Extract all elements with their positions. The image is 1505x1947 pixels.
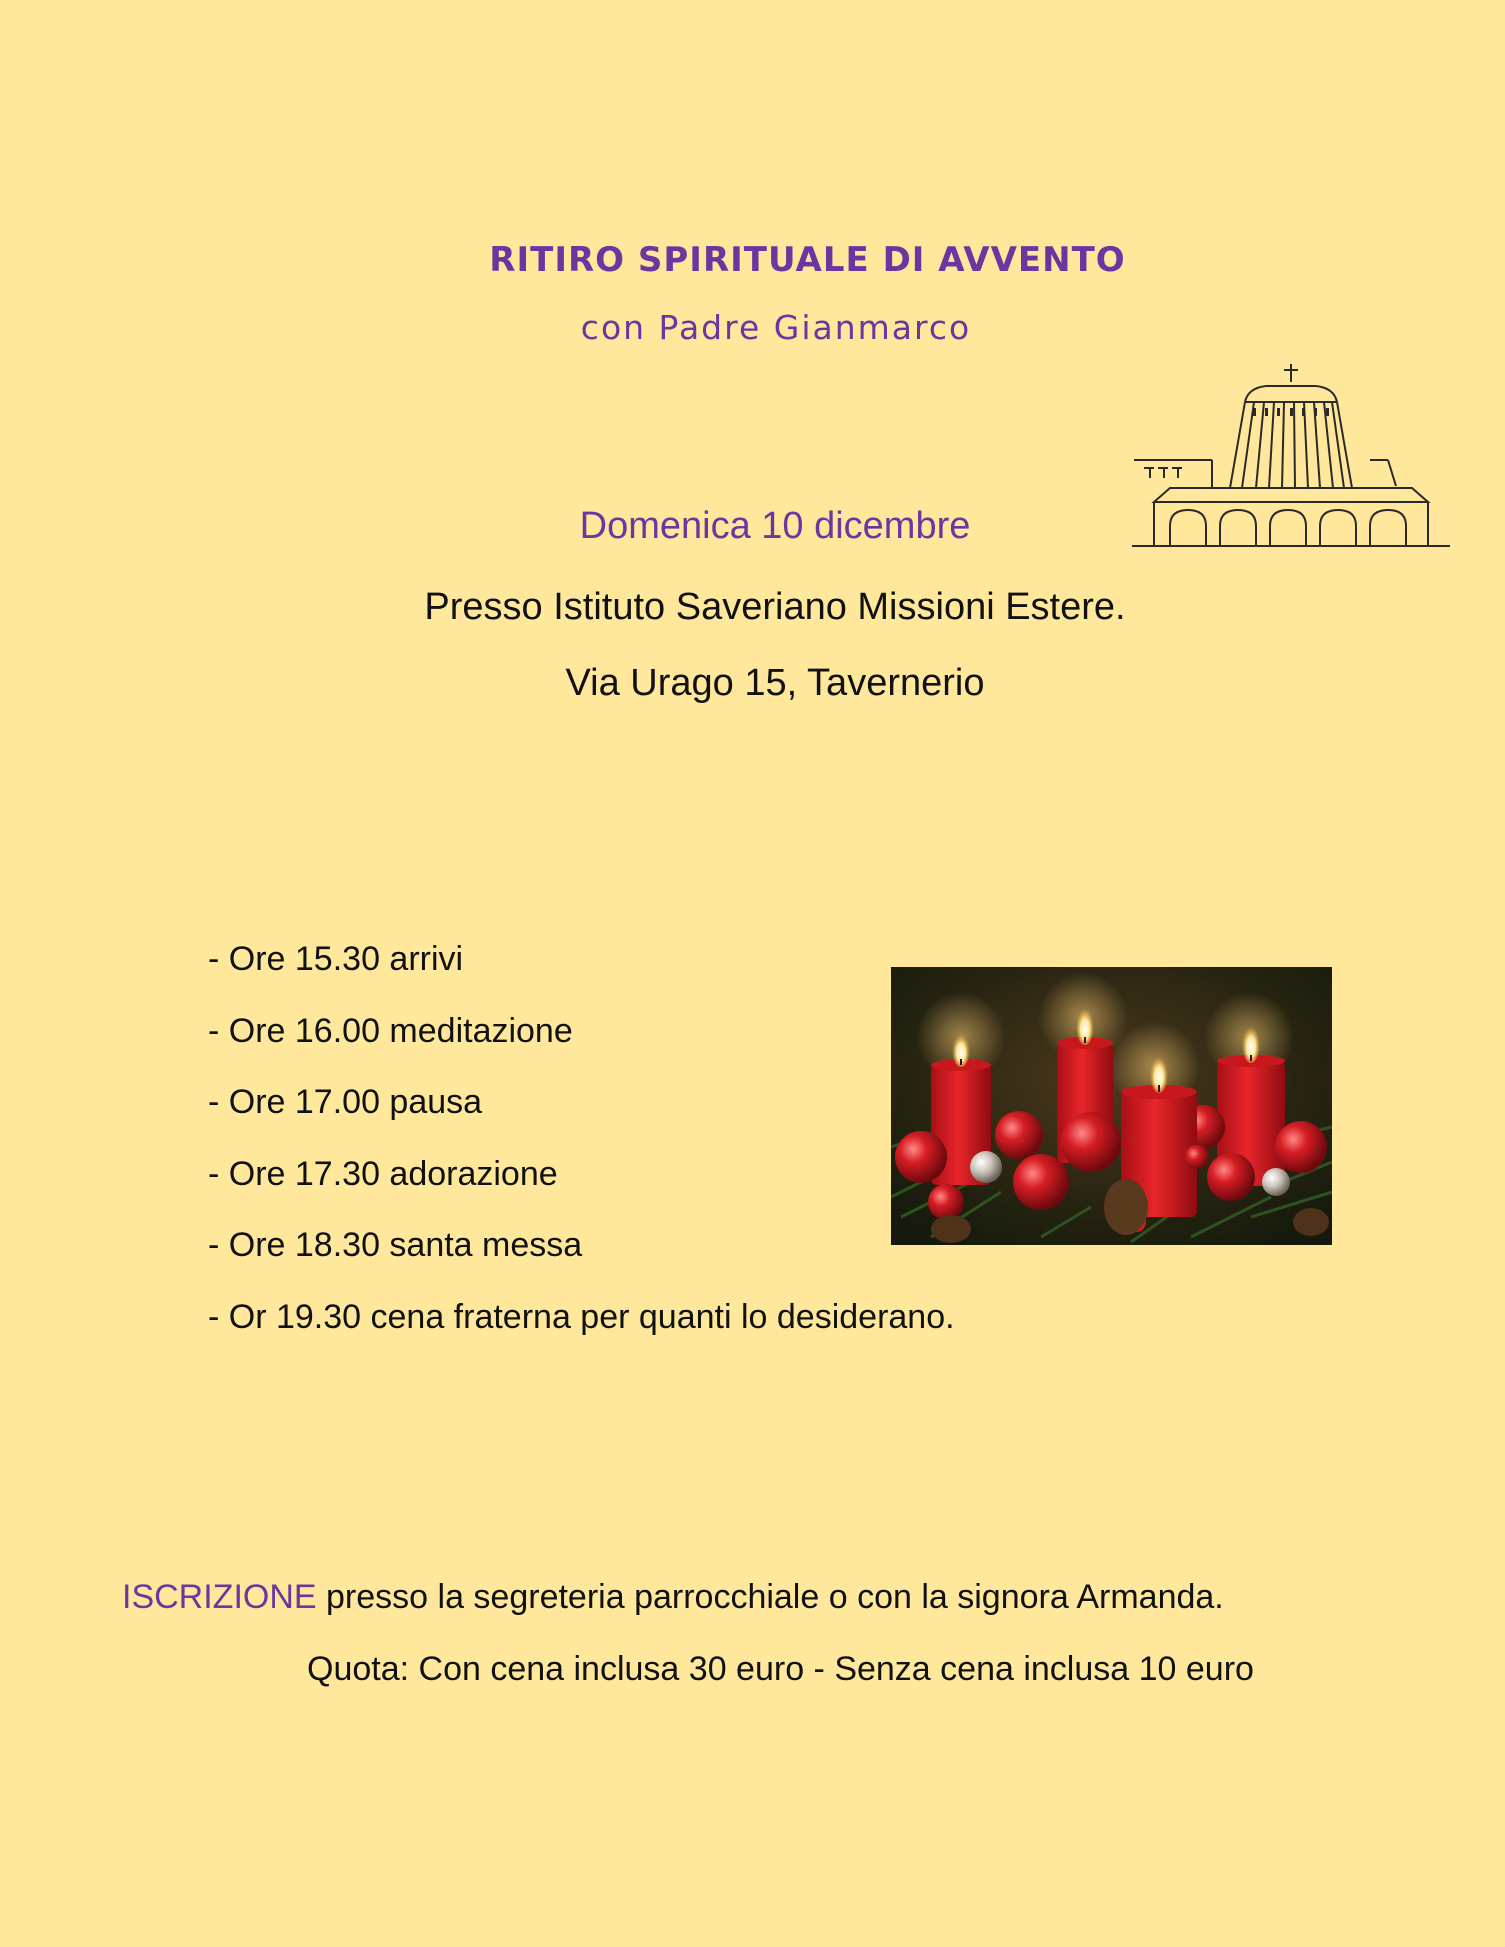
schedule-list [208, 934, 955, 1363]
registration-text: presso la segreteria parrocchiale o con la signora Armanda. [316, 1578, 1224, 1616]
advent-candles-image [891, 967, 1332, 1245]
schedule-item: - Ore 17.30 adorazione [208, 1154, 558, 1193]
schedule-item: - Ore 17.00 pausa [208, 1083, 483, 1121]
page-title: RITIRO SPIRITUALE DI AVVENTO [489, 240, 1126, 280]
event-date: Domenica 10 dicembre [579, 505, 971, 547]
schedule-item: - Ore 15.30 arrivi [208, 940, 464, 978]
schedule-item: - Or 19.30 cena fraterna per quanti lo desiderano. [208, 1297, 955, 1336]
schedule-item: - Ore 16.00 meditazione [208, 1011, 573, 1050]
registration-quota: Quota: Con cena inclusa 30 euro - Senza cena inclusa 10 euro [307, 1650, 1254, 1688]
event-address: Via Urago 15, Tavernerio [565, 662, 985, 704]
schedule-item: - Ore 18.30 santa messa [208, 1226, 583, 1264]
page-subtitle: con Padre Gianmarco [580, 308, 972, 347]
registration-keyword: ISCRIZIONE [122, 1578, 317, 1616]
registration-line [122, 1578, 1224, 1617]
event-place: Presso Istituto Saveriano Missioni Estere. [424, 586, 1126, 628]
